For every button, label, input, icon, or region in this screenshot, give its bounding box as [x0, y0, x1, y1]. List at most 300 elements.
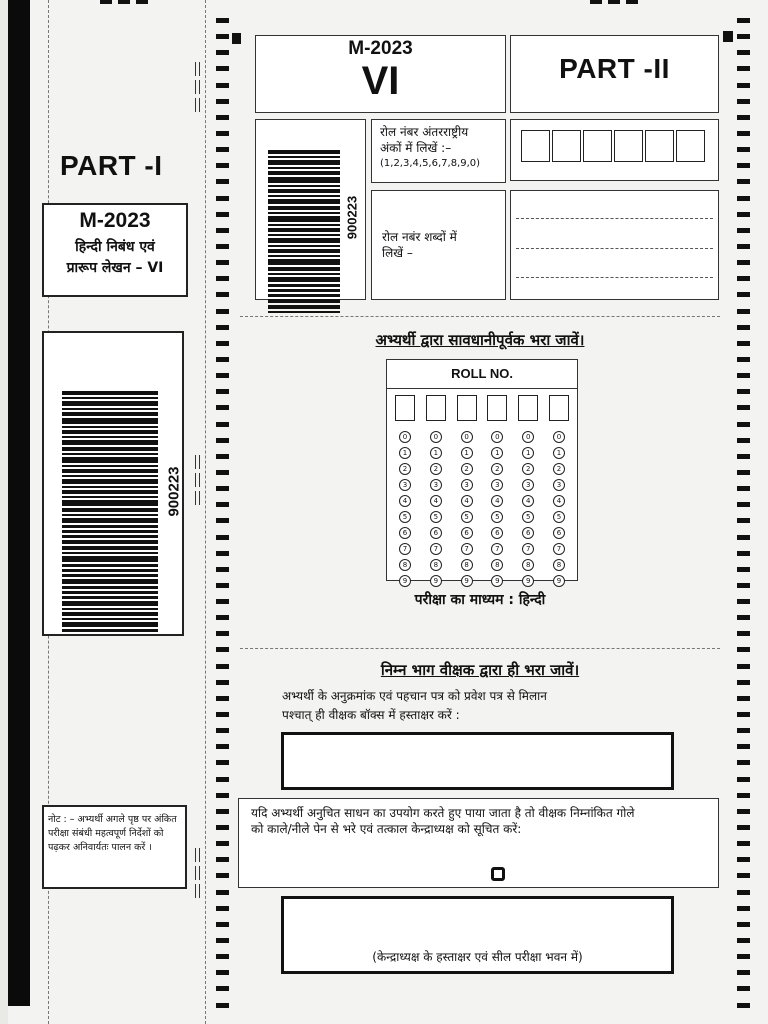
timing-mark: [216, 809, 229, 814]
roll-digit-box[interactable]: [645, 130, 674, 162]
timing-mark: [737, 179, 750, 184]
barcode-bar: [268, 238, 340, 243]
barcode-bar: [268, 224, 340, 226]
timing-mark: [737, 373, 750, 378]
separator-1: [240, 316, 720, 317]
invigilator-instruction: [282, 688, 702, 723]
invigilator-instruction-1: अभ्यर्थी के अनुक्रमांक एवं पहचान पत्र को प्रवेश पत्र से मिलान: [282, 689, 547, 703]
barcode-bar: [62, 508, 158, 512]
roll-digit-box[interactable]: [614, 130, 643, 162]
barcode-bar: [62, 569, 158, 573]
timing-mark: [737, 357, 750, 362]
timing-mark: [737, 438, 750, 443]
timing-mark: [216, 66, 229, 71]
omr-digit-box[interactable]: [426, 395, 446, 421]
timing-marks-right: [737, 18, 750, 1008]
timing-mark: [737, 163, 750, 168]
omr-bubble[interactable]: 3: [399, 479, 411, 491]
omr-bubble[interactable]: 8: [491, 559, 503, 571]
timing-mark: [737, 196, 750, 201]
tick-group-mid: [195, 455, 200, 505]
barcode-bar: [62, 469, 158, 473]
timing-mark: [216, 196, 229, 201]
timing-mark: [737, 83, 750, 88]
omr-bubbles: [387, 421, 577, 591]
omr-bubble[interactable]: 2: [553, 463, 565, 475]
timing-mark: [216, 438, 229, 443]
barcode-bar: [268, 177, 340, 183]
barcode-bar: [268, 185, 340, 187]
omr-bubble[interactable]: 3: [522, 479, 534, 491]
barcode-bar: [62, 426, 158, 428]
omr-bubble[interactable]: 3: [553, 479, 565, 491]
timing-mark: [216, 535, 229, 540]
omr-bubble[interactable]: 7: [399, 543, 411, 555]
omr-bubble[interactable]: 9: [522, 575, 534, 587]
timing-mark: [216, 938, 229, 943]
omr-digit-box[interactable]: [549, 395, 569, 421]
barcode-bar: [62, 490, 158, 494]
omr-bubble[interactable]: 4: [491, 495, 503, 507]
barcode-bar: [62, 447, 158, 451]
omr-bubble[interactable]: 6: [430, 527, 442, 539]
invigilator-instruction-2: पश्चात् ही वीक्षक बॉक्स में हस्ताक्षर करें :: [282, 708, 460, 722]
timing-mark: [216, 647, 229, 652]
timing-mark: [216, 260, 229, 265]
left-barcode-box: [42, 331, 184, 636]
top-marks-left: [100, 0, 148, 4]
timing-mark: [737, 50, 750, 55]
timing-mark: [737, 954, 750, 959]
timing-mark: [216, 99, 229, 104]
timing-mark: [737, 583, 750, 588]
omr-roll-title: ROLL NO.: [387, 360, 577, 389]
timing-mark: [216, 50, 229, 55]
timing-mark: [737, 244, 750, 249]
roll-digits-label-box: [371, 119, 506, 183]
timing-mark: [216, 34, 229, 39]
timing-mark: [737, 276, 750, 281]
part-two-label: PART -II: [510, 35, 719, 113]
omr-bubble[interactable]: 8: [461, 559, 473, 571]
timing-mark: [216, 712, 229, 717]
timing-mark: [216, 793, 229, 798]
unfair-means-box: [238, 798, 719, 888]
barcode-bar: [62, 546, 158, 550]
omr-bubble[interactable]: 6: [522, 527, 534, 539]
omr-bubble[interactable]: 1: [399, 447, 411, 459]
superintendent-label: (केन्द्राध्यक्ष के हस्ताक्षर एवं सील परीक्षा भवन में): [372, 950, 583, 964]
timing-mark: [216, 825, 229, 830]
roll-digits-label-1: रोल नंबर अंतरराष्ट्रीय: [380, 125, 469, 139]
barcode-bar: [268, 294, 340, 296]
timing-mark: [216, 228, 229, 233]
omr-bubble[interactable]: 0: [522, 431, 534, 443]
subject-box: [42, 203, 188, 297]
timing-mark: [216, 131, 229, 136]
barcode-bar: [268, 199, 340, 204]
omr-bubble[interactable]: 4: [461, 495, 473, 507]
roll-words-label-1: रोल नबंर शब्दों में: [382, 230, 457, 244]
subject-line-2: प्रारूप लेखन – VI: [66, 260, 164, 276]
omr-bubble[interactable]: 5: [522, 511, 534, 523]
omr-bubble-column: [522, 431, 534, 591]
barcode-bar: [62, 525, 158, 527]
timing-mark: [737, 341, 750, 346]
barcode-bar: [62, 586, 158, 590]
omr-bubble[interactable]: 2: [491, 463, 503, 475]
omr-bubble[interactable]: 5: [430, 511, 442, 523]
timing-mark: [216, 179, 229, 184]
invigilator-heading: निम्न भाग वीक्षक द्वारा ही भरा जावें।: [380, 661, 580, 679]
omr-bubble[interactable]: 4: [553, 495, 565, 507]
omr-bubble[interactable]: 1: [553, 447, 565, 459]
timing-mark: [216, 341, 229, 346]
left-barcode: [62, 391, 160, 632]
omr-bubble[interactable]: 6: [461, 527, 473, 539]
timing-mark: [216, 744, 229, 749]
omr-digit-box[interactable]: [518, 395, 538, 421]
barcode-bar: [62, 408, 158, 410]
barcode-bar: [62, 453, 158, 455]
unfair-means-bubble[interactable]: [491, 867, 505, 881]
timing-mark: [216, 906, 229, 911]
timing-mark: [737, 680, 750, 685]
timing-mark: [737, 599, 750, 604]
subject-code: M-2023: [79, 209, 151, 232]
tick-group-bottom: [195, 848, 200, 898]
barcode-bar: [62, 514, 158, 516]
timing-mark: [737, 696, 750, 701]
barcode-bar: [268, 245, 340, 247]
timing-mark: [737, 309, 750, 314]
timing-mark: [216, 760, 229, 765]
omr-bubble[interactable]: 5: [399, 511, 411, 523]
barcode-bar: [62, 440, 158, 445]
omr-bubble-column: [491, 431, 503, 591]
omr-bubble[interactable]: 3: [430, 479, 442, 491]
barcode-bar: [62, 457, 158, 463]
omr-bubble[interactable]: 7: [461, 543, 473, 555]
timing-mark: [216, 583, 229, 588]
roll-barcode-box: [255, 119, 366, 300]
timing-mark: [737, 712, 750, 717]
omr-bubble[interactable]: 9: [461, 575, 473, 587]
superintendent-box[interactable]: [281, 896, 674, 974]
timing-mark: [737, 809, 750, 814]
timing-mark: [737, 454, 750, 459]
omr-bubble[interactable]: 3: [461, 479, 473, 491]
barcode-bar: [268, 216, 340, 222]
omr-bubble[interactable]: 0: [553, 431, 565, 443]
barcode-bar: [62, 479, 158, 484]
timing-mark: [216, 567, 229, 572]
barcode-bar: [62, 412, 158, 416]
barcode-bar: [62, 608, 158, 610]
timing-mark: [737, 405, 750, 410]
timing-mark: [737, 325, 750, 330]
omr-bubble[interactable]: 2: [461, 463, 473, 475]
omr-bubble[interactable]: 0: [399, 431, 411, 443]
top-marks-right: [590, 0, 638, 4]
timing-mark: [216, 728, 229, 733]
timing-mark: [216, 599, 229, 604]
omr-bubble-column: [430, 431, 442, 591]
omr-bubble[interactable]: 4: [522, 495, 534, 507]
barcode-bar: [268, 234, 340, 236]
timing-mark: [737, 647, 750, 652]
binding-strip: [8, 0, 30, 1006]
timing-mark: [737, 825, 750, 830]
timing-mark: [216, 502, 229, 507]
barcode-bar: [62, 391, 158, 395]
barcode-bar: [62, 552, 158, 554]
timing-mark: [216, 615, 229, 620]
omr-digit-box[interactable]: [395, 395, 415, 421]
omr-bubble-column: [399, 431, 411, 591]
barcode-bar: [268, 189, 340, 193]
timing-mark: [216, 1003, 229, 1008]
barcode-bar: [62, 556, 158, 562]
timing-mark: [737, 615, 750, 620]
omr-bubble[interactable]: 6: [491, 527, 503, 539]
barcode-bar: [62, 540, 158, 545]
timing-mark: [216, 422, 229, 427]
barcode-bar: [62, 601, 158, 606]
omr-bubble[interactable]: 1: [491, 447, 503, 459]
barcode-bar: [62, 430, 158, 434]
barcode-bar: [62, 622, 158, 627]
barcode-bar: [268, 228, 340, 232]
timing-mark: [737, 486, 750, 491]
barcode-bar: [268, 160, 340, 165]
omr-bubble-column: [461, 431, 473, 591]
omr-bubble[interactable]: 8: [522, 559, 534, 571]
barcode-bar: [268, 273, 340, 275]
timing-mark: [216, 873, 229, 878]
barcode-bar: [62, 579, 158, 584]
timing-mark: [737, 518, 750, 523]
barcode-bar: [268, 299, 340, 304]
timing-mark: [737, 777, 750, 782]
timing-mark: [216, 83, 229, 88]
omr-bubble[interactable]: 0: [430, 431, 442, 443]
barcode-bar: [268, 277, 340, 282]
timing-mark: [216, 389, 229, 394]
omr-bubble[interactable]: 6: [553, 527, 565, 539]
barcode-bar: [62, 574, 158, 576]
roll-digit-box[interactable]: [676, 130, 705, 162]
omr-bubble[interactable]: 7: [553, 543, 565, 555]
timing-mark: [737, 631, 750, 636]
omr-bubble[interactable]: 4: [399, 495, 411, 507]
timing-mark: [737, 906, 750, 911]
invigilator-signature-box[interactable]: [281, 732, 674, 790]
barcode-bar: [268, 267, 340, 271]
omr-digit-boxes: [387, 389, 577, 421]
omr-bubble[interactable]: 5: [553, 511, 565, 523]
barcode-bar: [268, 195, 340, 197]
timing-mark: [216, 470, 229, 475]
barcode-bar: [268, 289, 340, 293]
barcode-bar: [268, 255, 340, 257]
omr-bubble[interactable]: 9: [430, 575, 442, 587]
omr-bubble[interactable]: 5: [491, 511, 503, 523]
timing-mark: [737, 1003, 750, 1008]
omr-bubble[interactable]: 7: [522, 543, 534, 555]
tick-group-top: [195, 62, 200, 112]
roll-words-field[interactable]: [510, 190, 719, 300]
omr-bubble[interactable]: 9: [491, 575, 503, 587]
timing-mark: [216, 551, 229, 556]
omr-bubble[interactable]: 3: [491, 479, 503, 491]
omr-bubble[interactable]: 1: [461, 447, 473, 459]
timing-mark: [737, 793, 750, 798]
barcode-bar: [62, 397, 158, 399]
timing-mark: [737, 567, 750, 572]
barcode-bar: [268, 259, 340, 265]
roll-digit-box[interactable]: [583, 130, 612, 162]
omr-digit-box[interactable]: [457, 395, 477, 421]
barcode-bar: [62, 629, 158, 631]
barcode-bar: [62, 591, 158, 593]
code-box: [255, 35, 506, 113]
timing-mark: [216, 454, 229, 459]
roll-barcode-number: 900223: [344, 195, 360, 240]
barcode-bar: [62, 518, 158, 523]
timing-mark: [737, 18, 750, 23]
barcode-bar: [62, 618, 158, 620]
barcode-bar: [268, 150, 340, 154]
separator-2: [240, 648, 720, 649]
omr-bubble[interactable]: 8: [430, 559, 442, 571]
roll-digit-box[interactable]: [552, 130, 581, 162]
exam-medium: परीक्षा का माध्यम : हिन्दी: [414, 592, 546, 608]
omr-bubble[interactable]: 5: [461, 511, 473, 523]
barcode-bar: [62, 564, 158, 566]
roll-digit-box[interactable]: [521, 130, 550, 162]
roll-digits-label-2: अंकों में लिखें :–: [380, 141, 452, 155]
timing-mark: [737, 422, 750, 427]
timing-mark: [216, 276, 229, 281]
omr-bubble[interactable]: 2: [430, 463, 442, 475]
roll-words-label-2: लिखें –: [382, 246, 413, 260]
barcode-bar: [62, 612, 158, 616]
timing-mark: [737, 857, 750, 862]
barcode-bar: [62, 535, 158, 537]
timing-marks-left: [216, 18, 229, 1008]
omr-bubble[interactable]: 2: [522, 463, 534, 475]
roll-words-label-box: [371, 190, 506, 300]
barcode-bar: [268, 212, 340, 214]
timing-mark: [737, 34, 750, 39]
timing-mark: [737, 728, 750, 733]
timing-mark: [216, 922, 229, 927]
omr-roll-grid: [386, 359, 578, 585]
timing-mark: [216, 325, 229, 330]
left-edge: [0, 0, 8, 1024]
barcode-bar: [268, 305, 340, 309]
roll-barcode: [268, 150, 340, 313]
timing-mark: [737, 760, 750, 765]
timing-mark: [737, 389, 750, 394]
barcode-bar: [62, 596, 158, 600]
timing-mark: [737, 212, 750, 217]
unfair-line-1: यदि अभ्यर्थी अनुचित साधन का उपयोग करते हुए पाया जाता है तो वीक्षक निम्नांकित गोले: [251, 806, 635, 820]
omr-bubble[interactable]: 7: [430, 543, 442, 555]
timing-mark: [216, 244, 229, 249]
omr-bubble[interactable]: 1: [522, 447, 534, 459]
timing-mark: [216, 18, 229, 23]
timing-mark: [216, 163, 229, 168]
omr-instruction: अभ्यर्थी द्वारा सावधानीपूर्वक भरा जावें।: [375, 331, 585, 349]
barcode-bar: [268, 249, 340, 253]
roll-digits-label-3: (1,2,3,4,5,6,7,8,9,0): [380, 158, 481, 169]
omr-bubble-column: [553, 431, 565, 591]
barcode-bar: [268, 206, 340, 210]
omr-bubble[interactable]: 2: [399, 463, 411, 475]
perforation-line: [205, 0, 206, 1024]
omr-bubble[interactable]: 8: [553, 559, 565, 571]
barcode-bar: [62, 530, 158, 534]
timing-mark: [737, 890, 750, 895]
timing-mark: [737, 970, 750, 975]
barcode-bar: [62, 475, 158, 477]
timing-mark: [737, 535, 750, 540]
barcode-bar: [268, 311, 340, 313]
timing-mark: [216, 664, 229, 669]
omr-bubble[interactable]: 6: [399, 527, 411, 539]
timing-mark: [737, 470, 750, 475]
timing-mark: [737, 228, 750, 233]
subject-line-1: हिन्दी निबंध एवं: [75, 239, 155, 255]
timing-mark: [737, 986, 750, 991]
timing-mark: [216, 631, 229, 636]
barcode-bar: [62, 401, 158, 406]
timing-mark: [216, 857, 229, 862]
barcode-bar: [62, 496, 158, 498]
omr-bubble[interactable]: 9: [553, 575, 565, 587]
barcode-bar: [62, 436, 158, 438]
barcode-bar: [62, 486, 158, 488]
timing-mark: [737, 147, 750, 152]
timing-mark: [216, 373, 229, 378]
part-one-label: PART -I: [60, 150, 163, 181]
timing-mark: [737, 99, 750, 104]
omr-digit-box[interactable]: [487, 395, 507, 421]
timing-mark: [216, 970, 229, 975]
omr-bubble[interactable]: 8: [399, 559, 411, 571]
barcode-bar: [268, 284, 340, 286]
omr-bubble[interactable]: 9: [399, 575, 411, 587]
omr-bubble[interactable]: 1: [430, 447, 442, 459]
omr-bubble[interactable]: 4: [430, 495, 442, 507]
header-numeral: VI: [361, 59, 400, 103]
timing-mark: [737, 131, 750, 136]
omr-bubble[interactable]: 0: [461, 431, 473, 443]
omr-bubble[interactable]: 0: [491, 431, 503, 443]
header-code: M-2023: [348, 38, 413, 59]
timing-mark: [216, 890, 229, 895]
timing-mark: [216, 147, 229, 152]
timing-mark: [737, 744, 750, 749]
omr-bubble[interactable]: 7: [491, 543, 503, 555]
timing-mark: [216, 986, 229, 991]
timing-mark: [216, 309, 229, 314]
timing-mark: [216, 777, 229, 782]
note-text: नोट : – अभ्यर्थी अगले पृष्ठ पर अंकित परीक्षा संबंधी महत्वपूर्ण निर्देशों को पढ़कर अनिवार्यतः पालन करें ।: [48, 814, 177, 853]
corner-mark-tl: [232, 33, 241, 44]
